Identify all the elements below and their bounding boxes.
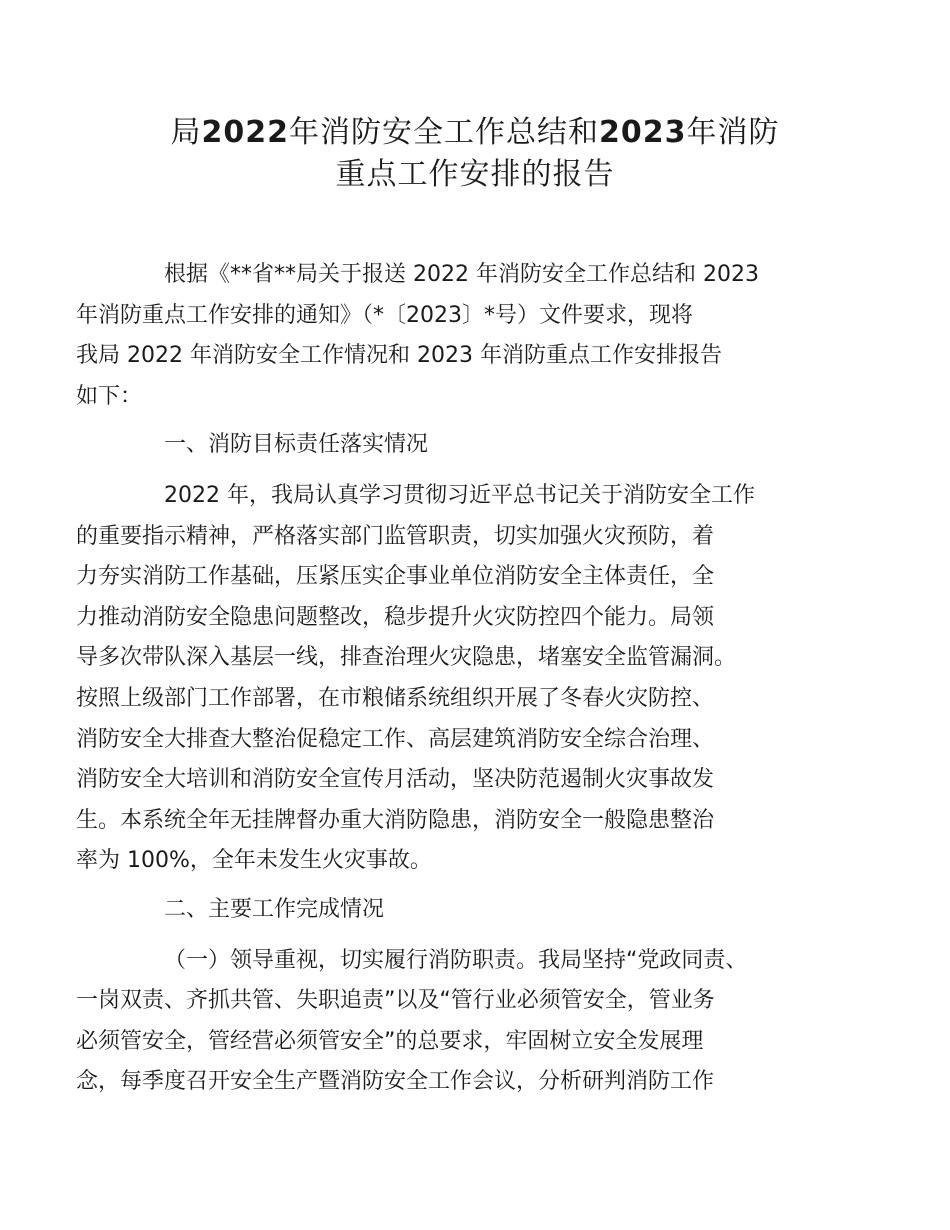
document-body <box>76 255 842 1103</box>
section-1-heading: 一、消防目标责任落实情况 <box>164 432 429 458</box>
title-line-2: 重点工作安排的报告 <box>335 157 615 192</box>
text-line: 按照上级部门工作部署，在市粮储系统组织开展了冬春火灾防控、 <box>76 685 715 711</box>
text-line: 念，每季度召开安全生产暨消防安全工作会议，分析研判消防工作 <box>76 1069 715 1095</box>
text-line: 导多次带队深入基层一线，排查治理火灾隐患，堵塞安全监管漏洞。 <box>76 645 737 671</box>
text-line: 年消防重点工作安排的通知》（*〔2023〕*号）文件要求，现将 <box>76 302 693 328</box>
text-line: 生。本系统全年无挂牌督办重大消防隐患，消防安全一般隐患整治 <box>76 807 715 833</box>
section-2-heading: 二、主要工作完成情况 <box>164 896 385 922</box>
text-line: 根据《**省**局关于报送 2022 年消防安全工作总结和 2023 <box>164 262 759 287</box>
text-line: 2022 年，我局认真学习贯彻习近平总书记关于消防安全工作 <box>164 482 755 508</box>
text-line: 的重要指示精神，严格落实部门监管职责，切实加强火灾预防，着 <box>76 523 715 549</box>
title-line-1: 局2022年消防安全工作总结和2023年消防 <box>170 115 780 150</box>
text-line: 必须管安全，管经营必须管安全”的总要求，牢固树立安全发展理 <box>76 1028 704 1054</box>
text-line: 消防安全大培训和消防安全宣传月活动，坚决防范遏制火灾事故发 <box>76 767 715 793</box>
text-line: 我局 2022 年消防安全工作情况和 2023 年消防重点工作安排报告 <box>76 343 722 369</box>
document-title <box>100 112 850 196</box>
text-line: 力推动消防安全隐患问题整改，稳步提升火灾防控四个能力。局领 <box>76 604 715 630</box>
text-line: 力夯实消防工作基础，压紧压实企事业单位消防安全主体责任，全 <box>76 564 715 590</box>
text-line: 如下： <box>76 383 143 409</box>
text-line: 消防安全大排查大整治促稳定工作、高层建筑消防安全综合治理、 <box>76 726 715 752</box>
section-1-paragraph <box>76 476 842 882</box>
text-line: （一）领导重视，切实履行消防职责。我局坚持“党政同责、 <box>164 947 748 973</box>
section-2-paragraph <box>76 941 842 1103</box>
intro-paragraph <box>76 255 842 417</box>
text-line: 一岗双责、齐抓共管、失职追责”以及“管行业必须管安全，管业务 <box>76 988 715 1014</box>
text-line: 率为 100%，全年未发生火灾事故。 <box>76 848 432 874</box>
